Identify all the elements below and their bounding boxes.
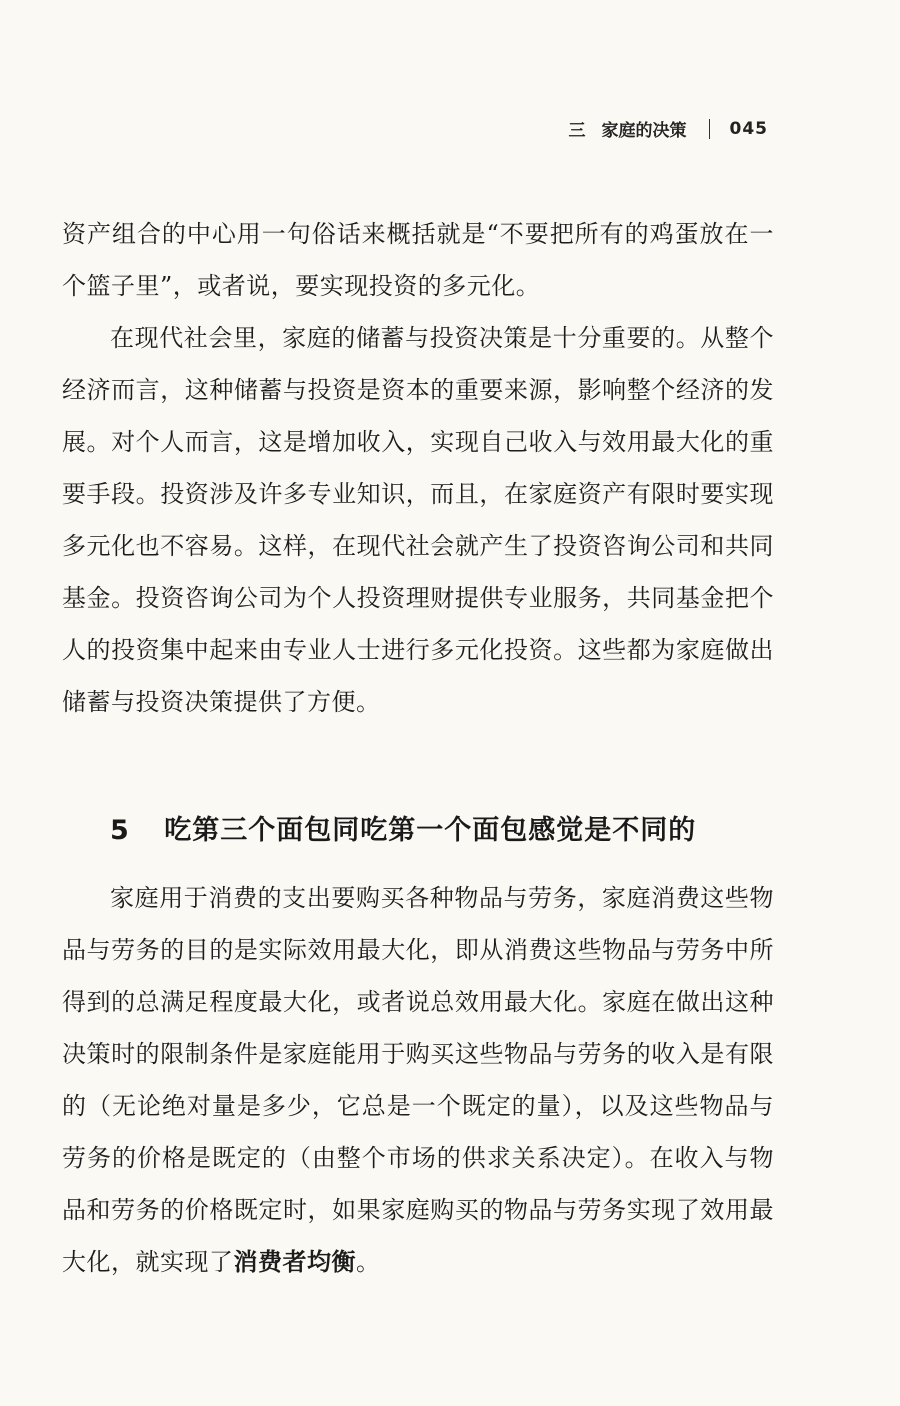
- paragraph-ending: 。: [356, 1248, 381, 1276]
- key-term: 消费者均衡: [233, 1248, 356, 1276]
- paragraph-text: 家庭用于消费的支出要购买各种物品与劳务，家庭消费这些物品与劳务的目的是实际效用最大化，即从消费这些物品与劳务中所得到的总满足程度最大化，或者说总效用最大化。家庭在做出这种决策时的限制条件是家庭能用于购买这些物品与劳务的收入是有限的（无论绝对量是多少，它总是一个既定的量），以及这些物品与劳务的价格是既定的（由整个市场的供求关系决定）。在收入与物品和劳务的价格既定时，如果家庭购买的物品与劳务实现了效用最大化，就实现了: [62, 884, 774, 1276]
- text-block-investment: [62, 208, 774, 728]
- section-title: 吃第三个面包同吃第一个面包感觉是不同的: [164, 815, 697, 846]
- chapter-number: 三: [568, 121, 586, 141]
- section-heading: [110, 808, 790, 847]
- page-number: 045: [729, 118, 768, 139]
- section-number: 5: [110, 815, 130, 846]
- paragraph-continued: 资产组合的中心用一句俗话来概括就是“不要把所有的鸡蛋放在一个篮子里”，或者说，要实现投资的多元化。: [62, 220, 774, 300]
- header-divider: [709, 119, 710, 139]
- chapter-title: 家庭的决策: [601, 121, 687, 141]
- text-block-consumption: [62, 872, 774, 1288]
- running-header: [569, 116, 769, 141]
- paragraph-consumer-equilibrium: [62, 872, 774, 1288]
- paragraph-savings-investment: 在现代社会里，家庭的储蓄与投资决策是十分重要的。从整个经济而言，这种储蓄与投资是资本的重要来源，影响整个经济的发展。对个人而言，这是增加收入，实现自己收入与效用最大化的重要手段。投资涉及许多专业知识，而且，在家庭资产有限时要实现多元化也不容易。这样，在现代社会就产生了投资咨询公司和共同基金。投资咨询公司为个人投资理财提供专业服务，共同基金把个人的投资集中起来由专业人士进行多元化投资。这些都为家庭做出储蓄与投资决策提供了方便。: [62, 324, 774, 716]
